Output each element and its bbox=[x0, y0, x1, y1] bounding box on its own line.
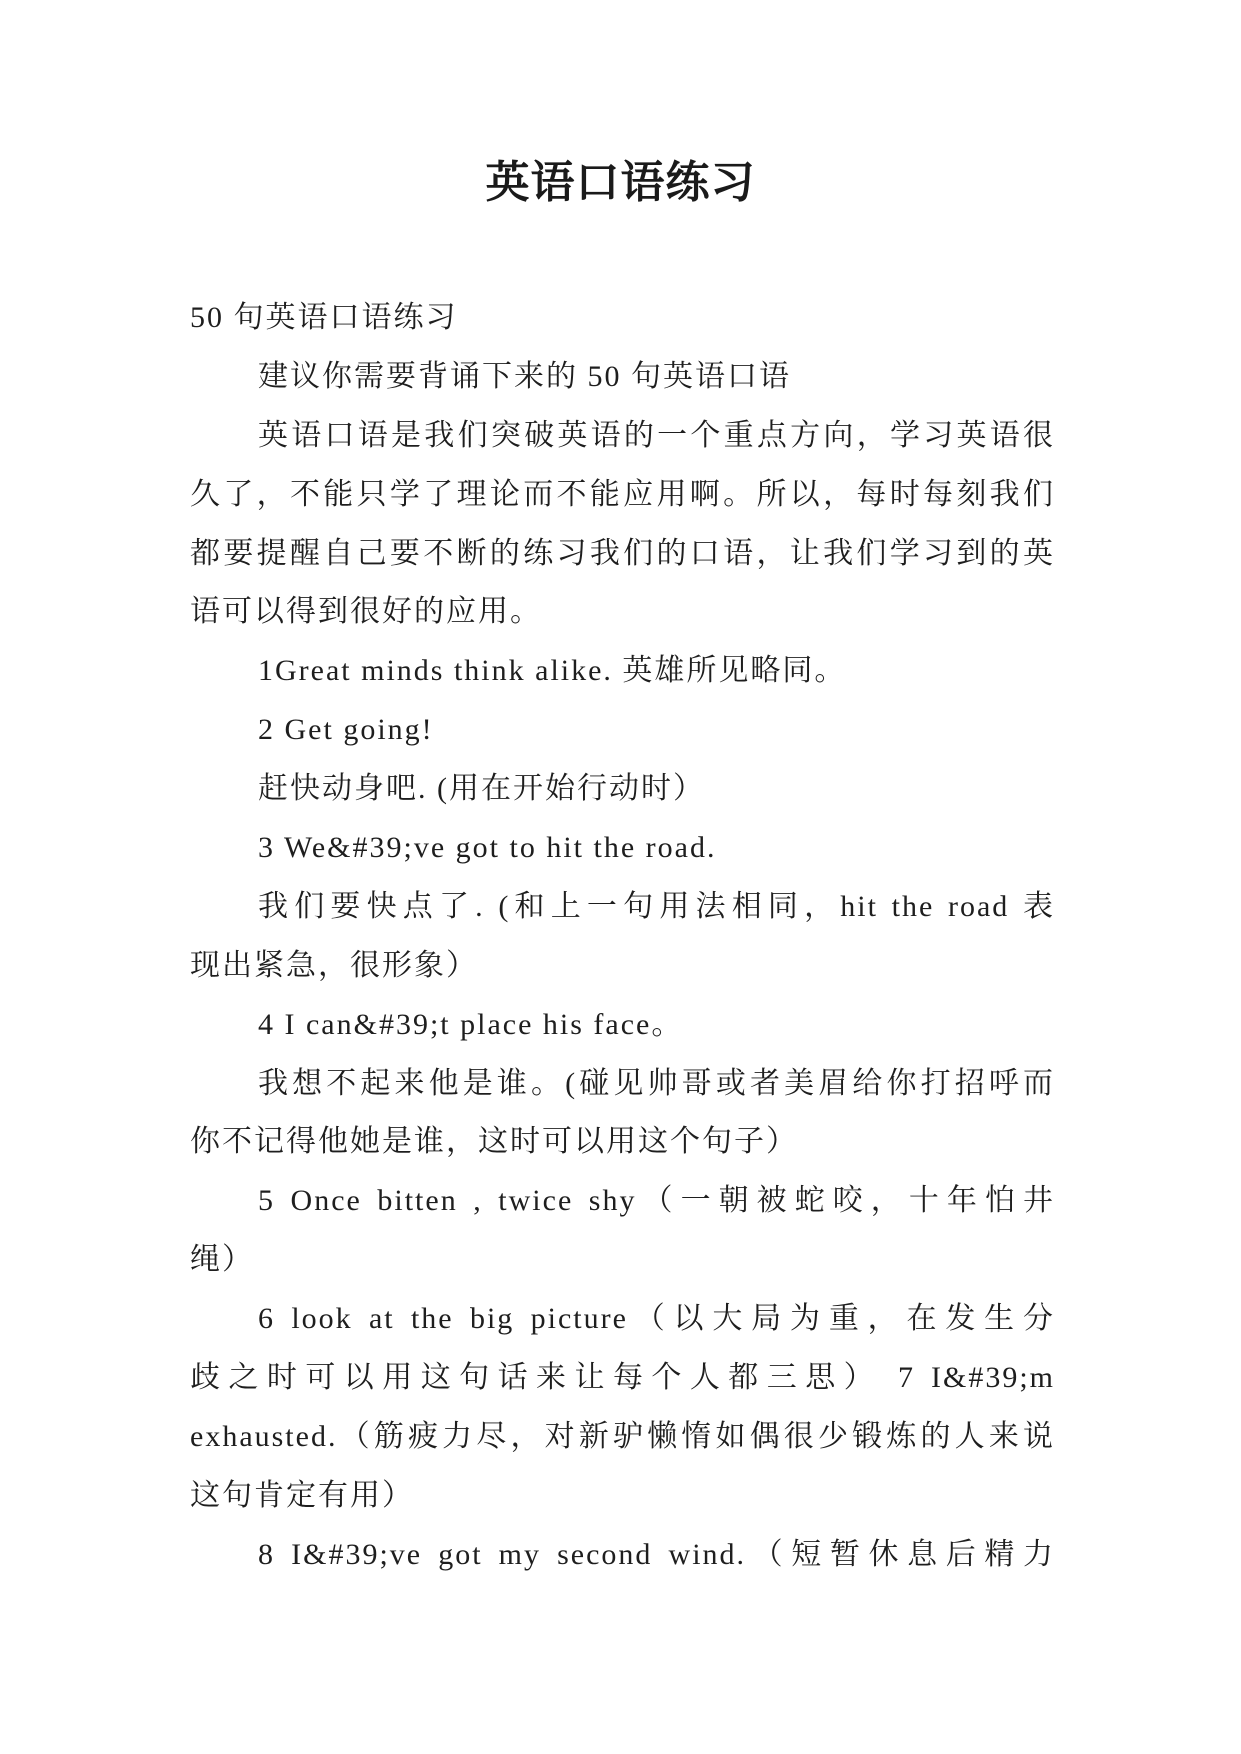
paragraph bbox=[190, 1172, 1055, 1290]
paragraph bbox=[190, 642, 1055, 701]
paragraph bbox=[190, 996, 1055, 1055]
paragraph-line: 5 Once bitten , twice shy（一朝被蛇咬，十年怕井 bbox=[258, 1184, 1055, 1218]
paragraph-line: 2 Get going! bbox=[258, 713, 434, 747]
paragraph-line: 这句肯定有用） bbox=[190, 1478, 414, 1512]
paragraph-line: 建议你需要背诵下来的 50 句英语口语 bbox=[258, 359, 791, 393]
page-title: 英语口语练习 bbox=[485, 157, 756, 208]
paragraph bbox=[190, 407, 1055, 643]
document-body bbox=[190, 289, 1055, 1585]
paragraph-line: 你不记得他她是谁，这时可以用这个句子） bbox=[190, 1125, 798, 1159]
paragraph-line: 50 句英语口语练习 bbox=[190, 301, 458, 334]
paragraph-line: 我想不起来他是谁。(碰见帅哥或者美眉给你打招呼而 bbox=[258, 1066, 1055, 1100]
paragraph bbox=[190, 1290, 1055, 1526]
paragraph-line: 都要提醒自己要不断的练习我们的口语，让我们学习到的英 bbox=[190, 536, 1055, 570]
paragraph bbox=[190, 1055, 1055, 1173]
paragraph bbox=[190, 760, 1055, 819]
paragraph-line: 4 I can&#39;t place his face。 bbox=[258, 1007, 684, 1041]
paragraph-line: 语可以得到很好的应用。 bbox=[190, 595, 542, 629]
paragraph bbox=[190, 819, 1055, 878]
paragraph bbox=[190, 701, 1055, 760]
paragraph-line: exhausted.（筋疲力尽，对新驴懒惰如偶很少锻炼的人来说 bbox=[190, 1419, 1055, 1453]
paragraph-line: 我们要快点了. (和上一句用法相同，hit the road 表 bbox=[258, 889, 1055, 923]
paragraph-line: 歧之时可以用这句话来让每个人都三思） 7 I&#39;m bbox=[190, 1361, 1055, 1395]
paragraph bbox=[190, 1526, 1055, 1585]
paragraph bbox=[190, 289, 1055, 348]
paragraph-line: 英语口语是我们突破英语的一个重点方向，学习英语很 bbox=[258, 418, 1055, 452]
paragraph-line: 1Great minds think alike. 英雄所见略同。 bbox=[258, 654, 847, 688]
paragraph-line: 8 I&#39;ve got my second wind.（短暂休息后精力 bbox=[258, 1537, 1055, 1571]
paragraph-line: 绳） bbox=[190, 1243, 254, 1277]
paragraph-line: 6 look at the big picture（以大局为重，在发生分 bbox=[258, 1302, 1055, 1336]
paragraph-line: 现出紧急，很形象） bbox=[190, 948, 478, 982]
paragraph-line: 3 We&#39;ve got to hit the road. bbox=[258, 831, 717, 865]
paragraph bbox=[190, 878, 1055, 996]
paragraph-line: 久了，不能只学了理论而不能应用啊。所以，每时每刻我们 bbox=[190, 477, 1055, 511]
paragraph bbox=[190, 348, 1055, 407]
paragraph-line: 赶快动身吧. (用在开始行动时） bbox=[258, 772, 705, 806]
